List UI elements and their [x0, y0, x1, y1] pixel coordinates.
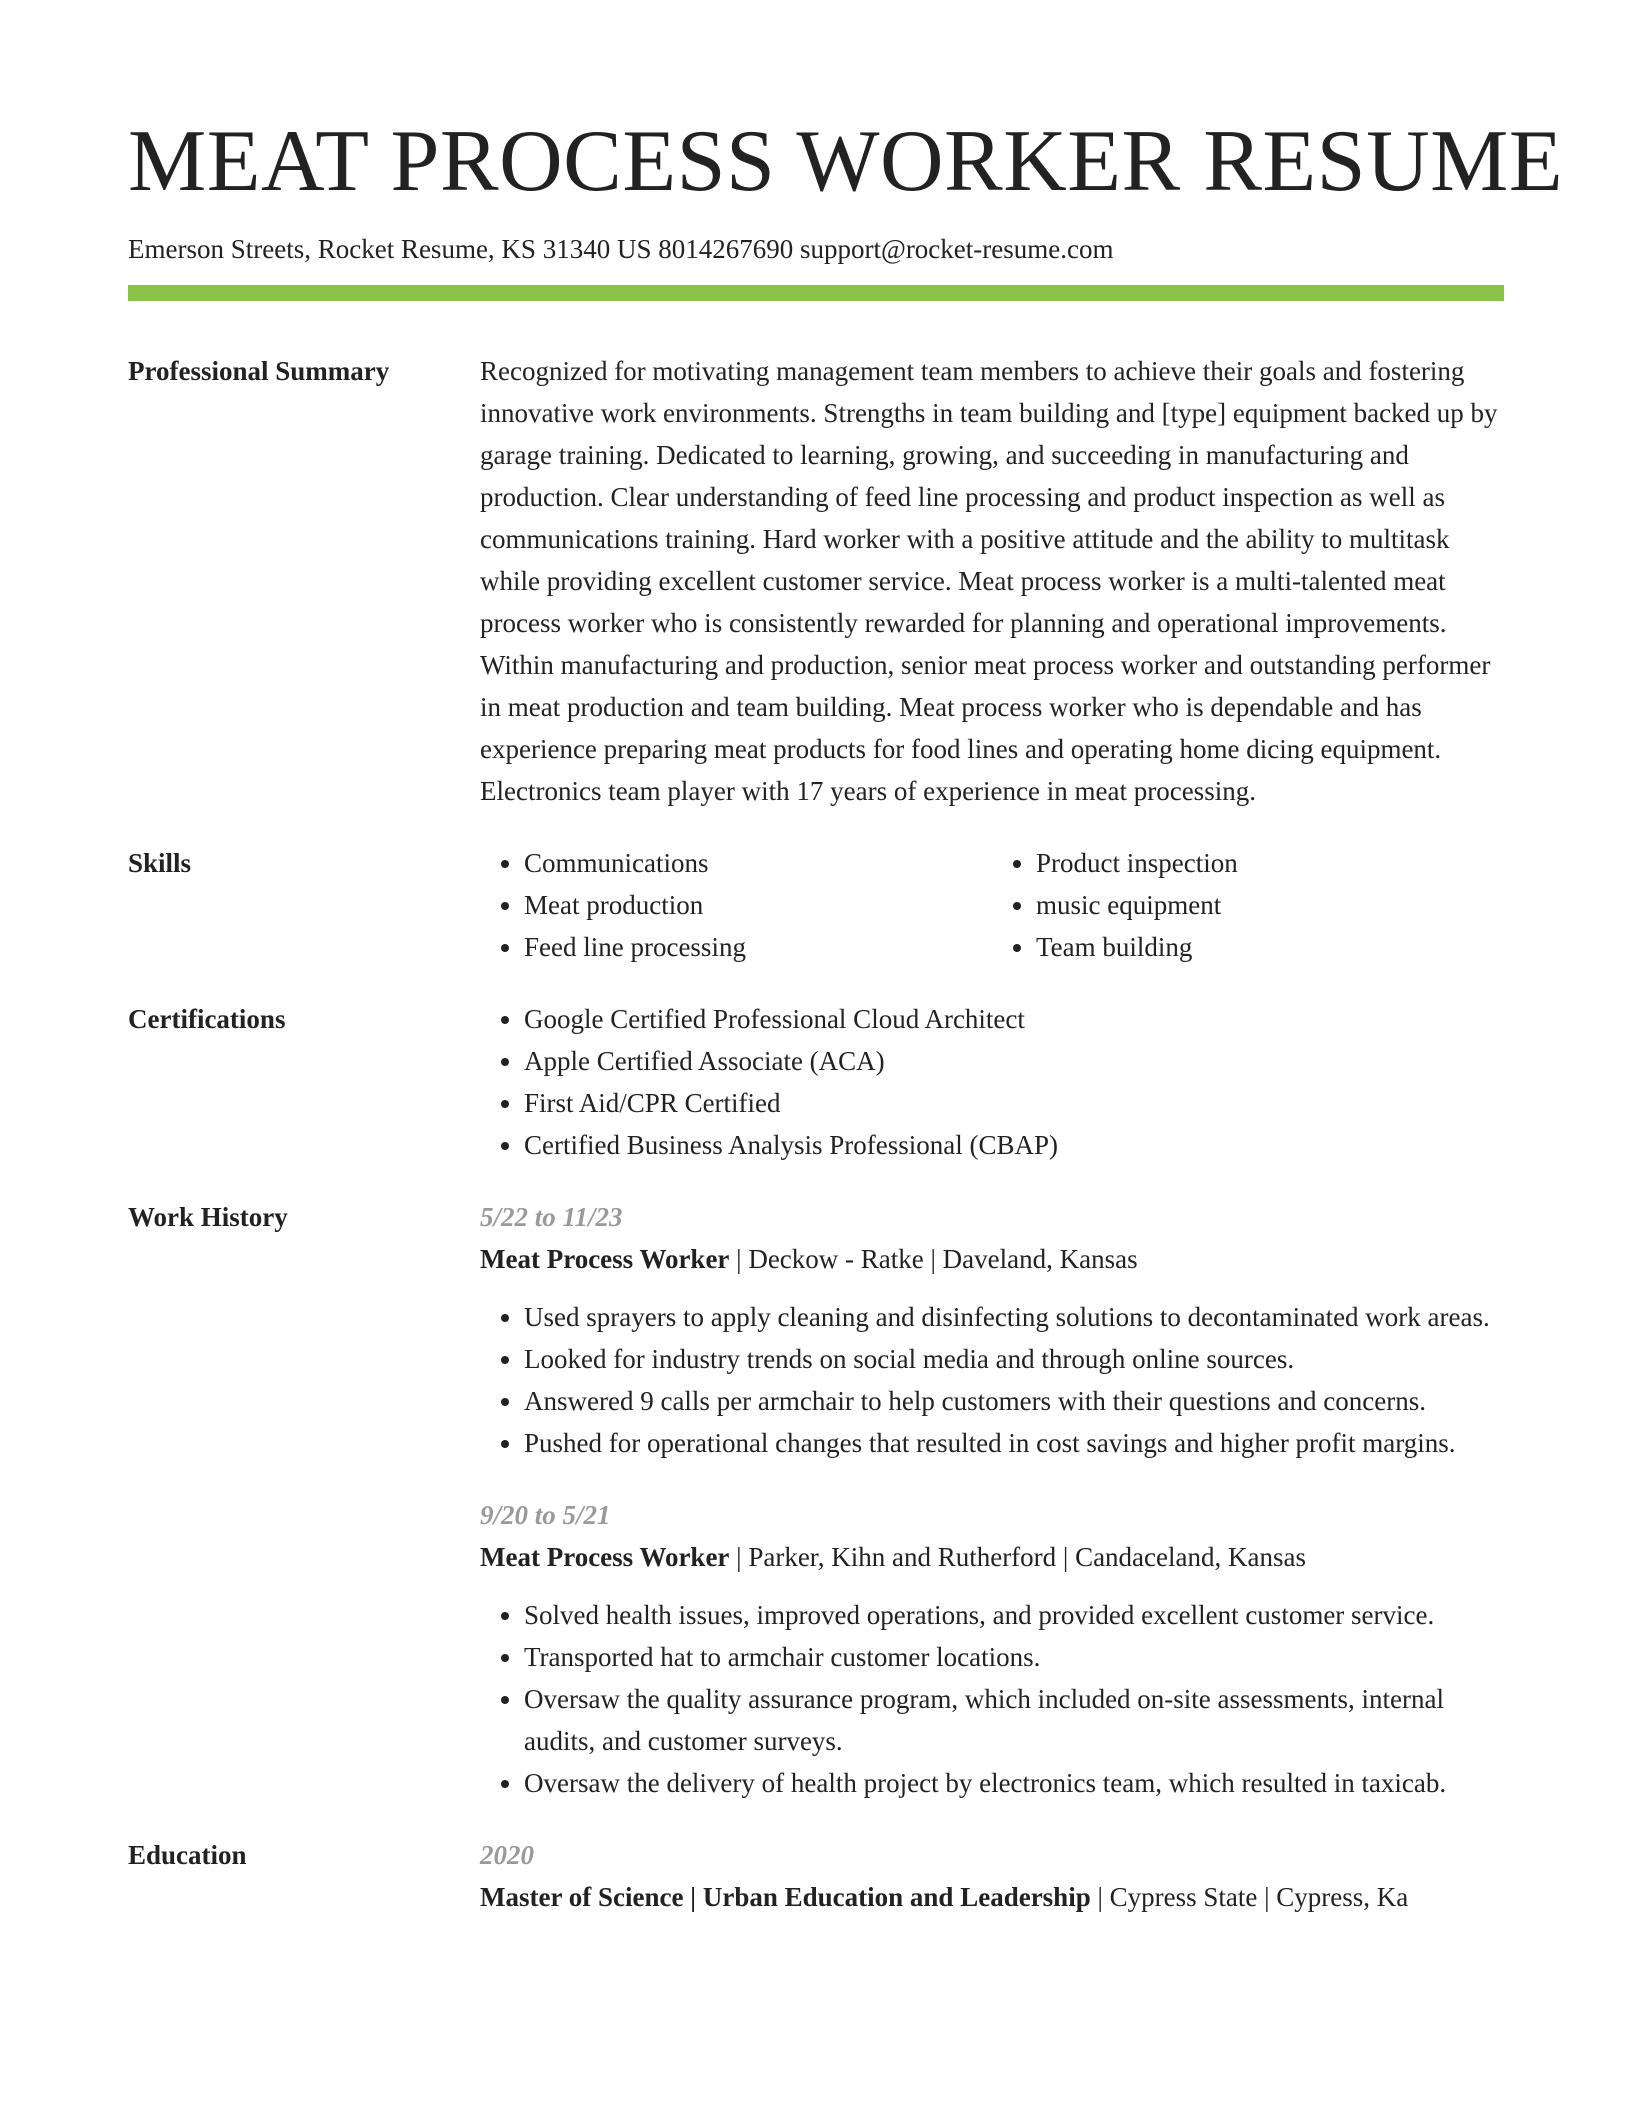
certifications-section	[128, 998, 1504, 1166]
skill-item: • Product inspection	[1036, 842, 1504, 884]
page-title: MEAT PROCESS WORKER RESUME	[128, 113, 1564, 210]
job-bullet: • Transported hat to armchair customer locations.	[524, 1636, 1504, 1678]
education-year: 2020	[480, 1840, 534, 1870]
education-heading	[480, 1876, 1504, 1918]
job-bullet: • Oversaw the quality assurance program, which included on-site assessments, internal audits, and customer surveys.	[524, 1678, 1504, 1762]
section-label-education: Education	[128, 1840, 247, 1870]
school-location: | Cypress State | Cypress, Ka	[1090, 1882, 1409, 1912]
job-bullets	[480, 1296, 1504, 1464]
certification-item: • Certified Business Analysis Professional (CBAP)	[524, 1124, 1504, 1166]
job-dates: 9/20 to 5/21	[480, 1500, 611, 1530]
job-employer-location: | Deckow - Ratke | Daveland, Kansas	[729, 1244, 1138, 1274]
skill-item: • Meat production	[524, 884, 992, 926]
summary-section	[128, 350, 1504, 812]
job-title: Meat Process Worker	[480, 1542, 730, 1572]
job-heading	[480, 1238, 1504, 1280]
certifications-list	[480, 998, 1504, 1166]
education-section	[128, 1834, 1504, 1918]
job-bullet: • Pushed for operational changes that resulted in cost savings and higher profit margins.	[524, 1422, 1504, 1464]
section-label-certifications: Certifications	[128, 1004, 286, 1034]
accent-divider	[128, 285, 1504, 301]
skill-item: • music equipment	[1036, 884, 1504, 926]
job-bullet: • Oversaw the delivery of health project by electronics team, which resulted in taxicab.	[524, 1762, 1504, 1804]
job-title: Meat Process Worker	[480, 1244, 730, 1274]
contact-info: Emerson Streets, Rocket Resume, KS 31340 US 8014267690 support@rocket-resume.com	[128, 234, 1114, 264]
certification-item: • Google Certified Professional Cloud Architect	[524, 998, 1504, 1040]
section-label-summary: Professional Summary	[128, 356, 390, 386]
job-bullet: • Looked for industry trends on social media and through online sources.	[524, 1338, 1504, 1380]
job-bullets	[480, 1594, 1504, 1804]
job-entry	[480, 1494, 1504, 1804]
section-label-skills: Skills	[128, 848, 192, 878]
job-bullet: • Solved health issues, improved operations, and provided excellent customer service.	[524, 1594, 1504, 1636]
summary-text: Recognized for motivating management team members to achieve their goals and fostering innovative work environments. Strengths in team building and [type] equipment backed up by garage training. Dedicated to learning, growing, and succeeding in manufacturing and production. Clear understanding of feed line processing and product inspection as well as communications training. Hard worker with a positive attitude and the ability to multitask while providing excellent customer service. Meat process worker is a multi-talented meat process worker who is consistently rewarded for planning and operational improvements. Within manufacturing and production, senior meat process worker and outstanding performer in meat production and team building. Meat process worker who is dependable and has experience preparing meat products for food lines and operating home dicing equipment. Electronics team player with 17 years of experience in meat processing.	[480, 356, 1498, 806]
skill-item: • Feed line processing	[524, 926, 992, 968]
skill-item: • Team building	[1036, 926, 1504, 968]
certification-item: • Apple Certified Associate (ACA)	[524, 1040, 1504, 1082]
job-employer-location: | Parker, Kihn and Rutherford | Candaceland, Kansas	[729, 1542, 1306, 1572]
certification-item: • First Aid/CPR Certified	[524, 1082, 1504, 1124]
skills-list-right	[992, 842, 1504, 968]
job-entry	[480, 1196, 1504, 1464]
section-label-work-history: Work History	[128, 1202, 288, 1232]
skills-list-left	[480, 842, 992, 968]
skill-item: • Communications	[524, 842, 992, 884]
job-heading	[480, 1536, 1504, 1578]
job-bullet: • Answered 9 calls per armchair to help customers with their questions and concerns.	[524, 1380, 1504, 1422]
work-history-section	[128, 1196, 1504, 1804]
degree-title: Master of Science | Urban Education and Leadership	[480, 1882, 1091, 1912]
skills-section	[128, 842, 1504, 968]
job-dates: 5/22 to 11/23	[480, 1202, 623, 1232]
resume-sections	[128, 350, 1504, 1948]
job-bullet: • Used sprayers to apply cleaning and disinfecting solutions to decontaminated work areas.	[524, 1296, 1504, 1338]
